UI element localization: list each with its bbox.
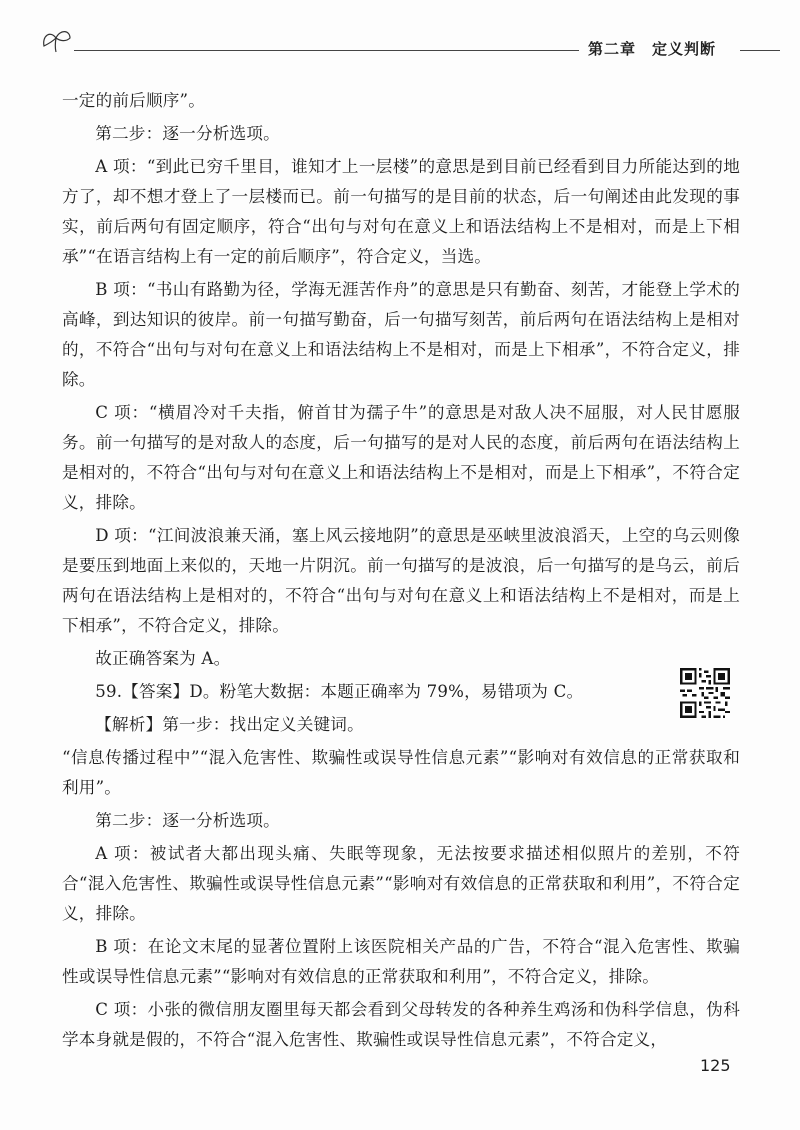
paragraph-step-two: 第二步：逐一分析选项。 — [95, 124, 280, 143]
leaf-ornament-icon — [40, 26, 74, 54]
paragraph-option-a: A 项：“到此已穷千里目，谁知才上一层楼”的意思是到目前已经看到目力所能达到的地方了，却不想才登上了一层楼而已。前一句描写的是目前的状态，后一句阐述由此发现的事实，前后两句有固定顺序，符合“出句与对句在意义上和语法结构上不是相对，而是上下相承”“在语言结构上有一定的前后顺序”，符合定义，当选。 — [62, 157, 740, 266]
paragraph-answer: 故正确答案为 A。 — [95, 649, 231, 668]
paragraph-option-c: C 项：“横眉冷对千夫指，俯首甘为孺子牛”的意思是对敌人决不屈服，对人民甘愿服务。前一句描写的是对敌人的态度，后一句描写的是对人民的态度，前后两句在语法结构上是相对的，不符合“出句与对句在意义上和语法结构上不是相对，而是上下相承”，不符合定义，排除。 — [62, 403, 740, 512]
paragraph-q59-analysis: 【解析】第一步：找出定义关键词。 — [95, 715, 364, 734]
header-rule-left — [74, 50, 579, 51]
paragraph-q59-option-a: A 项：被试者大都出现头痛、失眠等现象，无法按要求描述相似照片的差别，不符合“混入危害性、欺骗性或误导性信息元素”“影响对有效信息的正常获取和利用”，不符合定义，排除。 — [62, 844, 740, 923]
paragraph-q59-option-c: C 项：小张的微信朋友圈里每天都会看到父母转发的各种养生鸡汤和伪科学信息，伪科学本身就是假的，不符合“混入危害性、欺骗性或误导性信息元素”，不符合定义， — [62, 1000, 740, 1049]
paragraph-q59-answer: 59.【答案】D。粉笔大数据：本题正确率为 79%，易错项为 C。 — [95, 682, 584, 701]
paragraph-option-b: B 项：“书山有路勤为径，学海无涯苦作舟”的意思是只有勤奋、刻苦，才能登上学术的高峰，到达知识的彼岸。前一句描写勤奋，后一句描写刻苦，前后两句在语法结构上是相对的，不符合“出句与对句在意义上和语法结构上不是相对，而是上下相承”，不符合定义，排除。 — [62, 280, 740, 389]
page-body — [62, 86, 740, 1058]
paragraph-option-d: D 项：“江间波浪兼天涌，塞上风云接地阴”的意思是巫峡里波浪滔天，上空的乌云则像是要压到地面上来似的，天地一片阴沉。前一句描写的是波浪，后一句描写的是乌云，前后两句在语法结构上是相对的，不符合“出句与对句在意义上和语法结构上不是相对，而是上下相承”，不符合定义，排除。 — [62, 526, 740, 635]
page-number: 125 — [700, 1056, 731, 1075]
paragraph-keywords: “信息传播过程中”“混入危害性、欺骗性或误导性信息元素”“影响对有效信息的正常获取和利用”。 — [62, 748, 740, 797]
qr-code-icon[interactable] — [680, 668, 730, 718]
paragraph-q59-step-two: 第二步：逐一分析选项。 — [95, 811, 280, 830]
chapter-title: 第二章 定义判断 — [588, 40, 717, 58]
header-rule-right — [740, 50, 780, 51]
page-header — [0, 0, 800, 70]
paragraph-q59-option-b: B 项：在论文末尾的显著位置附上该医院相关产品的广告，不符合“混入危害性、欺骗性或误导性信息元素”“影响对有效信息的正常获取和利用”，不符合定义，排除。 — [62, 937, 740, 986]
paragraph-continuation: 一定的前后顺序”。 — [62, 91, 206, 110]
